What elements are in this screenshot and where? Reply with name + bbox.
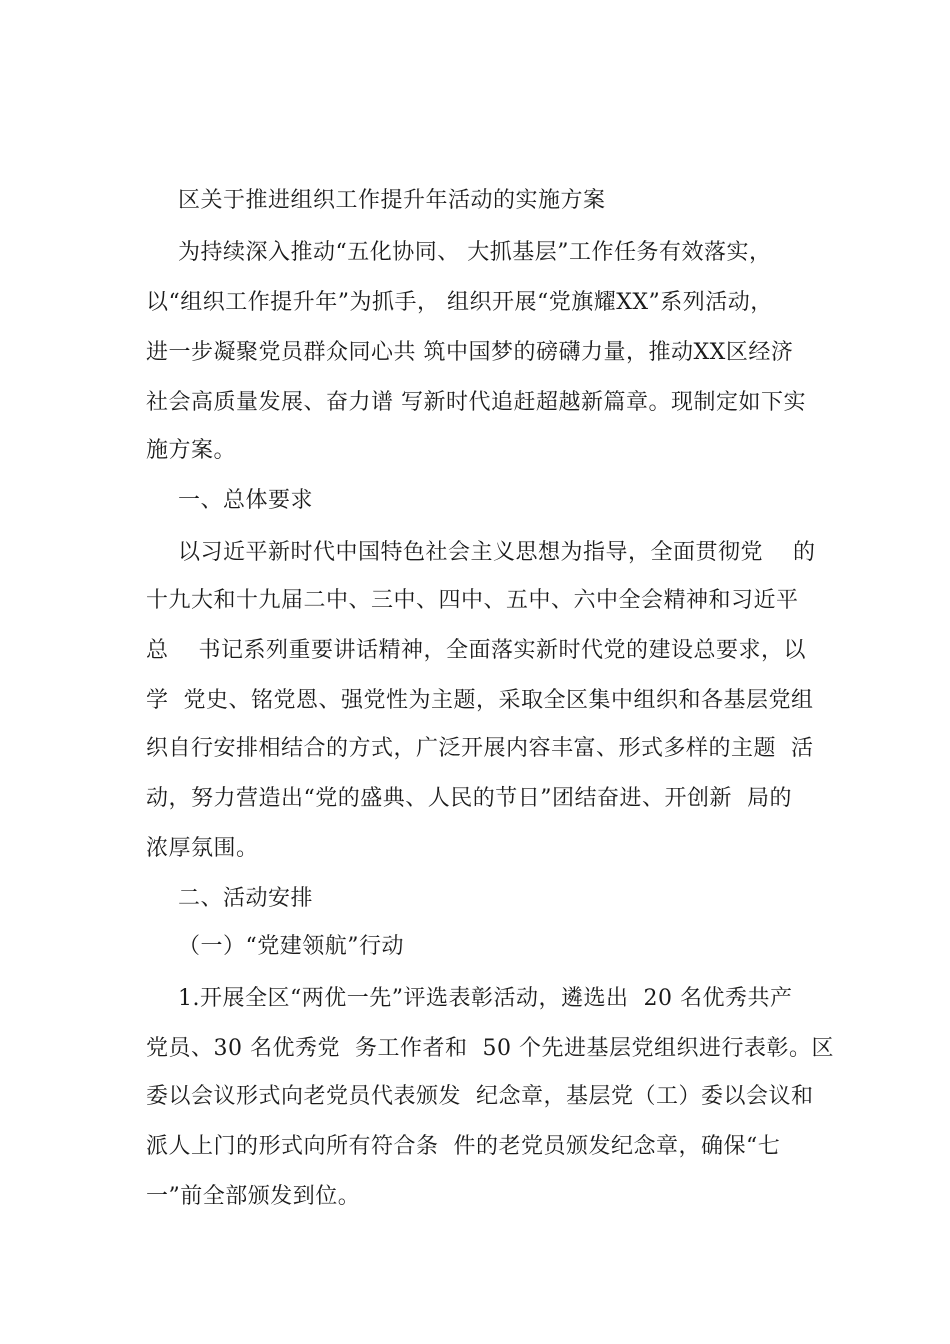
section1-line: 学 党史、铭党恩、强党性为主题，采取全区集中组织和各基层党组 <box>146 688 814 713</box>
section1-line: 浓厚氛围。 <box>146 836 259 861</box>
item1-line: 派人上门的形式向所有符合条 件的老党员颁发纪念章，确保“七 <box>146 1134 781 1159</box>
intro-line: 为持续深入推动“五化协同、 大抓基层”工作任务有效落实， <box>178 240 772 265</box>
section1-line: 以习近平新时代中国特色社会主义思想为指导，全面贯彻党 的 <box>178 540 816 565</box>
section1-line: 总 书记系列重要讲话精神，全面落实新时代党的建设总要求，以 <box>146 638 806 663</box>
section-heading: 一、总体要求 <box>178 488 314 513</box>
intro-line: 社会高质量发展、奋力谱 写新时代追赶超越新篇章。现制定如下实 <box>146 390 806 415</box>
item1-line: 委以会议形式向老党员代表颁发 纪念章，基层党（工）委以会议和 <box>146 1084 814 1109</box>
item1-line: 党员、30 名优秀党 务工作者和 50 个先进基层党组织进行表彰。区 <box>146 1036 834 1061</box>
item1-line: 一”前全部颁发到位。 <box>146 1184 361 1209</box>
intro-line: 以“组织工作提升年”为抓手， 组织开展“党旗耀XX”系列活动， <box>146 290 773 315</box>
section1-line: 织自行安排相结合的方式，广泛开展内容丰富、形式多样的主题 活 <box>146 736 814 761</box>
section1-line: 十九大和十九届二中、三中、四中、五中、六中全会精神和习近平 <box>146 588 799 613</box>
intro-line: 施方案。 <box>146 438 237 463</box>
subsection-heading: （一）“党建领航”行动 <box>178 934 404 959</box>
section1-line: 动，努力营造出“党的盛典、人民的节日”团结奋进、开创新 局的 <box>146 786 792 811</box>
document-title: 区关于推进组织工作提升年活动的实施方案 <box>178 188 606 213</box>
item1-line: 1.开展全区“两优一先”评选表彰活动，遴选出 20 名优秀共产 <box>178 986 793 1011</box>
intro-line: 进一步凝聚党员群众同心共 筑中国梦的磅礴力量，推动XX区经济 <box>146 340 794 365</box>
section-heading: 二、活动安排 <box>178 886 314 911</box>
